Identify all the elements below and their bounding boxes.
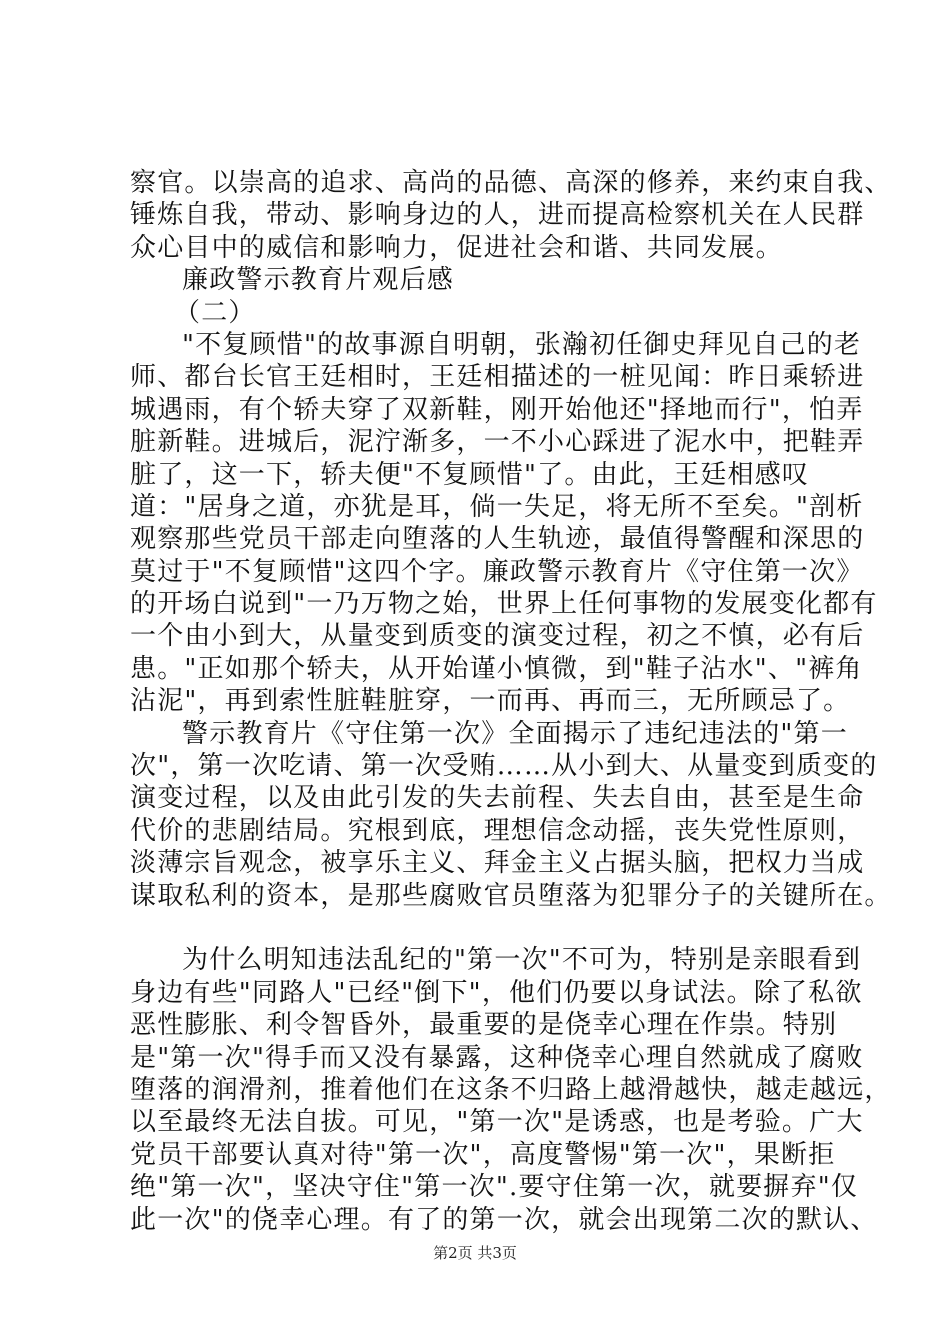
text-line: 警示教育片《守住第一次》全面揭示了违纪违法的"第一 (182, 718, 848, 749)
text-line: 淡薄宗旨观念，被享乐主义、拜金主义占据头脑，把权力当成 (130, 848, 865, 879)
text-line: 恶性膨胀、利令智昏外，最重要的是侥幸心理在作祟。特别 (130, 1010, 838, 1041)
text-line: 代价的悲剧结局。究根到底，理想信念动摇，丧失党性原则， (130, 815, 865, 846)
text-line: 道："居身之道，亦犹是耳，倘一失足，将无所不至矣。"剖析 (130, 491, 864, 522)
text-line: 演变过程，以及由此引发的失去前程、失去自由，甚至是生命 (130, 783, 865, 814)
text-line: 沾泥"，再到索性脏鞋脏穿，一而再、再而三，无所顾忌了。 (130, 686, 851, 717)
text-line: 脏了，这一下，轿夫便"不复顾惜"了。由此，王廷相感叹 (130, 459, 810, 490)
text-line: 党员干部要认真对待"第一次"，高度警惕"第一次"，果断拒 (130, 1139, 836, 1170)
text-line: 众心目中的威信和影响力，促进社会和谐、共同发展。 (130, 232, 783, 263)
text-line: 城遇雨，有个轿夫穿了双新鞋，刚开始他还"择地而行"，怕弄 (130, 394, 864, 425)
text-line: 此一次"的侥幸心理。有了的第一次，就会出现第二次的默认、 (130, 1204, 878, 1235)
text-line: 是"第一次"得手而又没有暴露，这种侥幸心理自然就成了腐败 (130, 1042, 864, 1073)
text-line: 的开场白说到"一乃万物之始，世界上任何事物的发展变化都有 (130, 589, 878, 620)
text-line: 谋取私利的资本，是那些腐败官员堕落为犯罪分子的关键所在。 (130, 880, 892, 911)
text-line: 患。"正如那个轿夫，从开始谨小慎微，到"鞋子沾水"、"裤角 (130, 653, 863, 684)
text-line: 莫过于"不复顾惜"这四个字。廉政警示教育片《守住第一次》 (130, 556, 864, 587)
text-line: 察官。以崇高的追求、高尚的品德、高深的修养，来约束自我、 (130, 168, 892, 198)
page-footer: 第2页 共3页 (433, 1244, 517, 1262)
text-line: 一个由小到大，从量变到质变的演变过程，初之不慎，必有后 (130, 621, 865, 652)
text-line: 脏新鞋。进城后，泥泞渐多，一不小心踩进了泥水中，把鞋弄 (130, 427, 865, 458)
document-body (130, 167, 892, 1236)
text-line: 堕落的润滑剂，推着他们在这条不归路上越滑越快，越走越远， (130, 1074, 892, 1105)
text-line: 次"，第一次吃请、第一次受贿……从小到大、从量变到质变的 (130, 751, 878, 782)
section-title: 廉政警示教育片观后感 (182, 265, 455, 296)
text-line: 绝"第一次"，坚决守住"第一次".要守住第一次，就要摒弃"仅 (130, 1172, 859, 1203)
section-subtitle: （二） (174, 297, 256, 328)
text-line: 身边有些"同路人"已经"倒下"，他们仍要以身试法。除了私欲 (130, 977, 863, 1008)
text-line: 观察那些党员干部走向堕落的人生轨迹，最值得警醒和深思的 (130, 524, 865, 555)
text-line: 为什么明知违法乱纪的"第一次"不可为，特别是亲眼看到 (182, 945, 862, 976)
text-line: "不复顾惜"的故事源自明朝，张瀚初任御史拜见自己的老 (182, 329, 862, 360)
text-line: 锤炼自我，带动、影响身边的人，进而提高检察机关在人民群 (130, 200, 865, 231)
text-line: 师、都台长官王廷相时，王廷相描述的一桩见闻：昨日乘轿进 (130, 362, 865, 393)
text-line: 以至最终无法自拔。可见，"第一次"是诱惑，也是考验。广大 (130, 1107, 864, 1138)
paragraph-gap (130, 912, 850, 944)
